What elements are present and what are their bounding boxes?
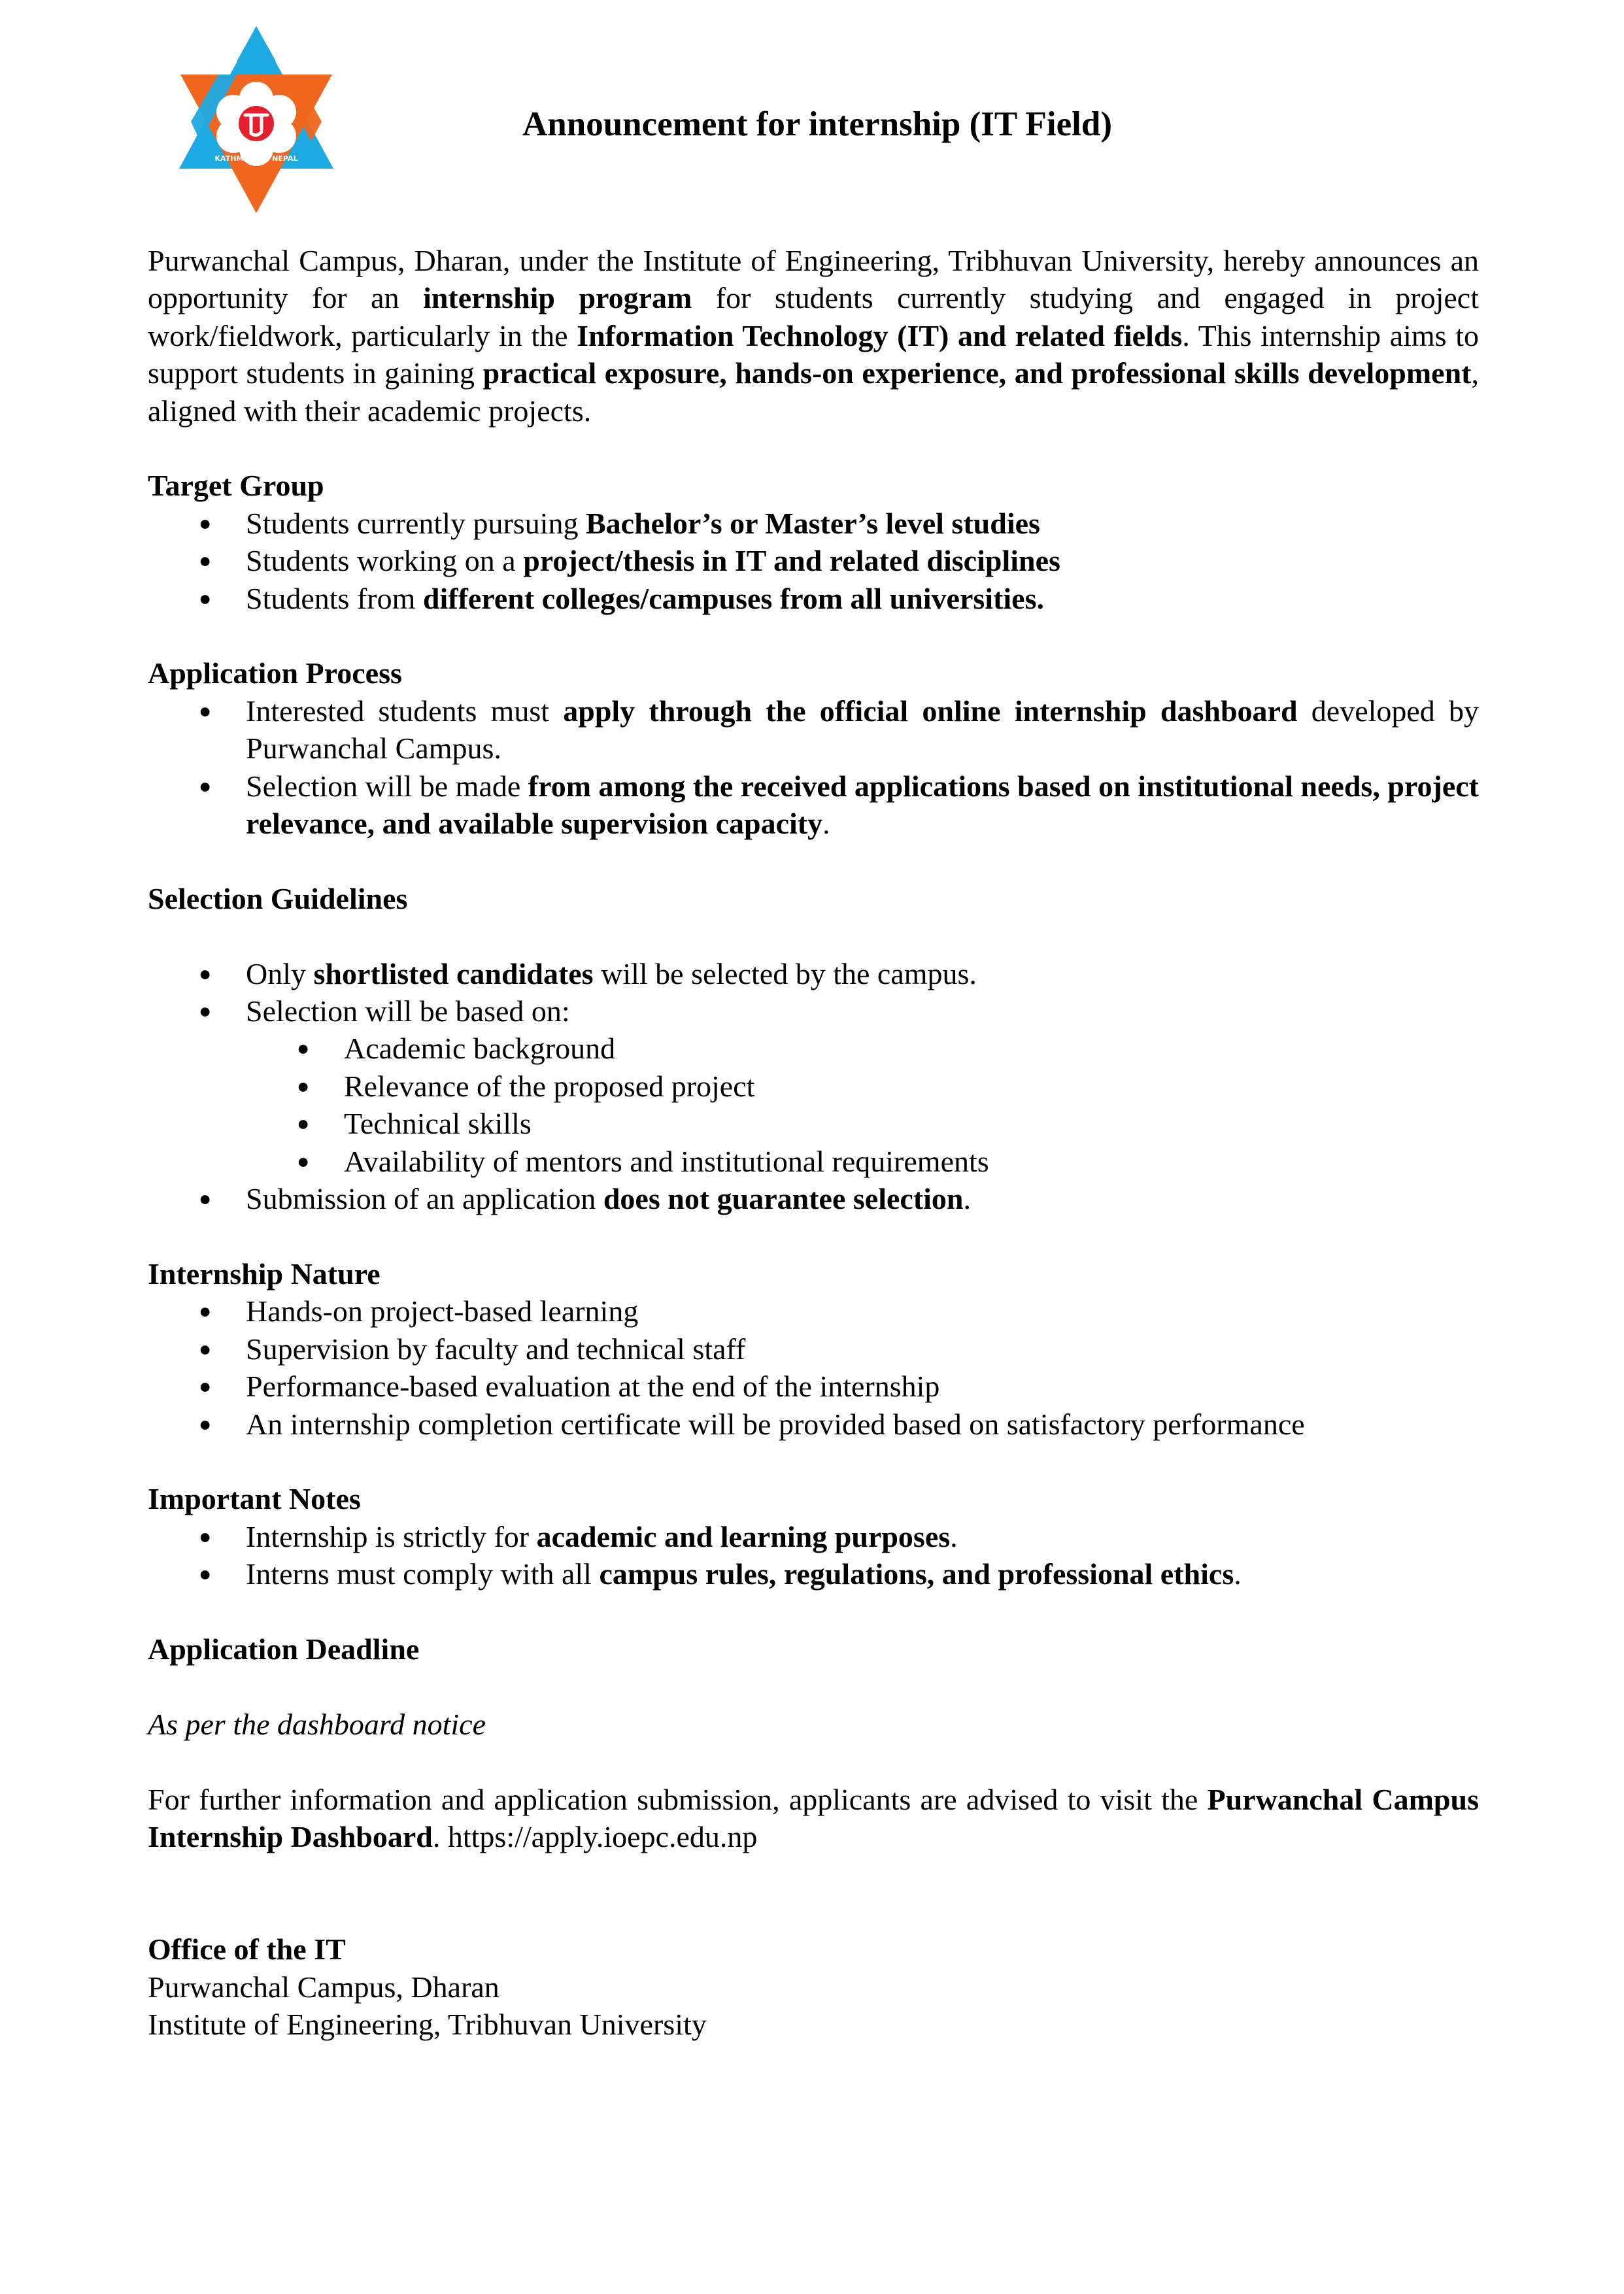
important-notes-list (148, 1518, 1479, 1593)
section-heading-application-deadline: Application Deadline (148, 1632, 420, 1666)
list-item: ● Students currently pursuing Bachelor’s or Master’s level studies (148, 505, 1479, 542)
intro-text: , aligned with their academic projects. (148, 356, 1479, 428)
list-item: ● Interested students must apply through the official online internship dashboard developed by Purwanchal Campus. (148, 692, 1479, 767)
intro-bold-text: practical exposure, hands-on experience, and professional skills development (482, 356, 1472, 390)
list-item: ● Supervision by faculty and technical staff (148, 1330, 1479, 1368)
deadline-value: As per the dashboard notice (148, 1707, 486, 1741)
further-info-paragraph: For further information and application submission, applicants are advised to visit the Purwanchal Campus Internship Dashboard. https://apply.ioepc.edu.np (148, 1782, 1479, 1853)
list-item: ● An internship completion certificate will be provided based on satisfactory performance (148, 1406, 1479, 1443)
criteria-item: ● Availability of mentors and institutional requirements (148, 1143, 1479, 1180)
signature-campus: Purwanchal Campus, Dharan (148, 1970, 499, 2004)
criteria-item: ● Relevance of the proposed project (148, 1068, 1479, 1105)
page-title: Announcement for internship (IT Field) (522, 105, 1113, 143)
selection-guidelines-list-end (148, 1180, 1479, 1217)
list-item: ● Students working on a project/thesis in IT and related disciplines (148, 542, 1479, 579)
list-item: ● Interns must comply with all campus rules, regulations, and professional ethics. (148, 1555, 1479, 1593)
list-item: ● Only shortlisted candidates will be selected by the campus. (148, 955, 1479, 992)
list-item: ● Hands-on project-based learning (148, 1292, 1479, 1330)
intro-text: . This internship aims to support students in gaining (148, 318, 1480, 390)
svg-text:KATHMANDU, NEPAL: KATHMANDU, NEPAL (214, 154, 298, 163)
list-item: ● Internship is strictly for academic and learning purposes. (148, 1518, 1479, 1555)
criteria-item: ● Technical skills (148, 1105, 1479, 1142)
target-group-list (148, 505, 1479, 617)
signature-institute: Institute of Engineering, Tribhuvan University (148, 2007, 707, 2041)
intro-text: Purwanchal Campus, Dharan, under the Institute of Engineering, Tribhuvan University, hereby announces an opportunity for an (148, 244, 1479, 315)
selection-guidelines-list (148, 955, 1479, 1030)
intro-bold-text: internship program (423, 281, 692, 315)
tu-star-logo-icon (171, 24, 341, 216)
list-item: ● Students from different colleges/campuses from all universities. (148, 580, 1479, 617)
list-item: ● Performance-based evaluation at the end of the internship (148, 1368, 1479, 1405)
list-item: ● Selection will be made from among the received applications based on institutional needs, project relevance, and available supervision capacity. (148, 767, 1479, 843)
section-heading-important-notes: Important Notes (148, 1482, 361, 1516)
signature-office: Office of the IT (148, 1932, 346, 1966)
dashboard-link[interactable]: https://apply.ioepc.edu.np (447, 1819, 758, 1853)
section-heading-application-process: Application Process (148, 656, 402, 690)
application-process-list (148, 692, 1479, 843)
section-heading-internship-nature: Internship Nature (148, 1257, 381, 1290)
list-item: ● Submission of an application does not guarantee selection. (148, 1180, 1479, 1217)
list-item: ● Selection will be based on: (148, 992, 1479, 1030)
intro-bold-text: Information Technology (IT) and related fields (577, 318, 1183, 352)
intro-text: for students currently studying and engaged in project work/fieldwork, particularly in the (148, 281, 1479, 352)
section-heading-selection-guidelines: Selection Guidelines (148, 881, 408, 915)
criteria-item: ● Academic background (148, 1030, 1479, 1067)
announcement-body (148, 242, 1479, 2043)
intro-paragraph (148, 242, 1479, 430)
tribhuvan-university-logo (171, 24, 341, 216)
selection-criteria-list (148, 1030, 1479, 1180)
internship-nature-list (148, 1292, 1479, 1443)
section-heading-target-group: Target Group (148, 469, 324, 503)
